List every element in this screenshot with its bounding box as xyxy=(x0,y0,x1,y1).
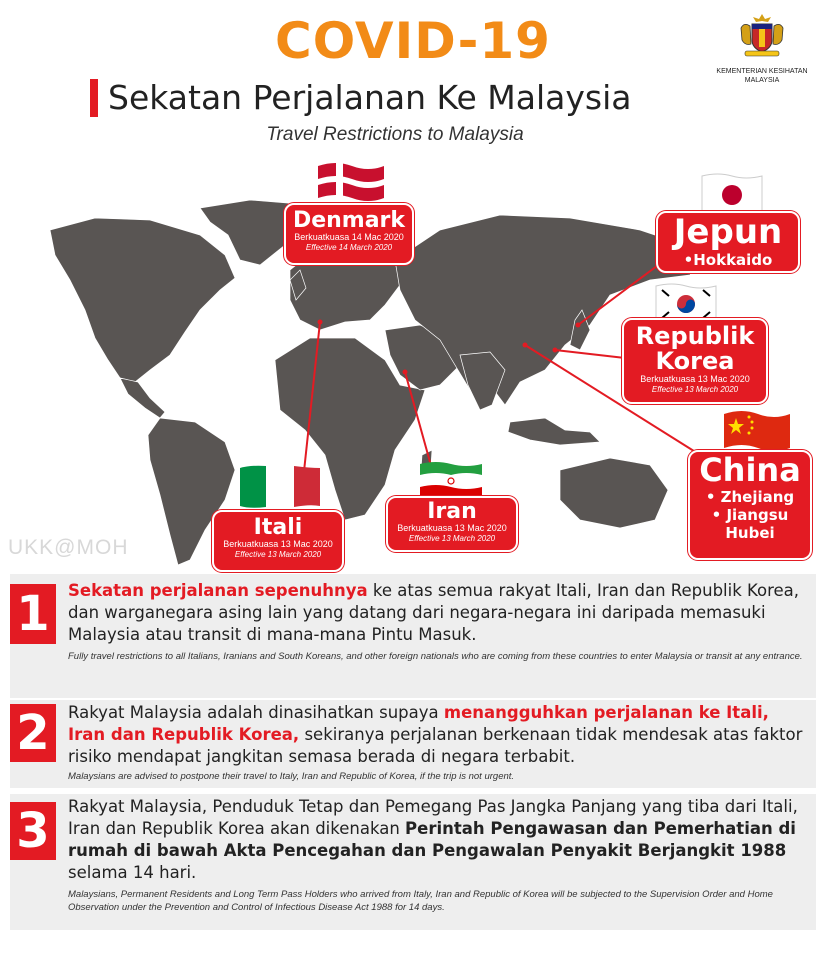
point-2-en: Malaysians are advised to postpone their travel to Italy, Iran and Republic of Korea, if the trip is not urgent. xyxy=(68,771,515,782)
ministry-name-line1: KEMENTERIAN KESIHATAN xyxy=(716,68,808,75)
china-flag-icon xyxy=(722,408,792,454)
subtitle-accent-bar xyxy=(90,79,98,117)
country-box-itali xyxy=(212,510,344,572)
australia xyxy=(560,458,668,528)
region-zhejiang: • Zhejiang xyxy=(705,487,795,506)
point-3-highlight: Perintah Pengawasan dan Pemerhatian di rumah di bawah Akta Pencegahan dan Pengawalan Penyakit Berjangkit 1988 xyxy=(68,819,796,860)
country-box-korea xyxy=(622,318,768,404)
point-2-body: sekiranya perjalanan berkenaan tidak mendesak atas faktor risiko mendapat jangkitan semasa berada di negara terbabit. xyxy=(68,725,803,766)
restriction-panel-2 xyxy=(10,700,816,788)
page-subtitle: Sekatan Perjalanan Ke Malaysia xyxy=(108,78,632,117)
country-box-iran xyxy=(386,496,518,552)
region-hokkaido: •Hokkaido xyxy=(683,250,773,269)
subtitle-block xyxy=(90,78,631,117)
country-name-iran: Iran xyxy=(427,499,477,524)
point-3-en: Malaysians, Permanent Residents and Long Term Pass Holders who arrived from Italy, Iran and Republic of Korea will be subjected to the Supervision Order and Home Observation under the Prevention and Control of Infectious Disease Act 1988 for 14 days. xyxy=(68,889,773,913)
denmark-flag-icon xyxy=(316,160,386,204)
region-hubei: Hubei xyxy=(725,523,775,542)
country-name-jepun: Jepun xyxy=(673,212,783,252)
ministry-logo xyxy=(706,12,818,85)
point-text-3 xyxy=(68,796,808,914)
point-number-1: 1 xyxy=(10,584,56,644)
connector-korea xyxy=(555,350,625,358)
restriction-panel-1 xyxy=(10,574,816,698)
point-2-ms xyxy=(68,702,808,768)
country-name-itali: Itali xyxy=(253,515,303,540)
country-name-china: China xyxy=(699,451,801,489)
country-box-china xyxy=(688,450,812,560)
effective-date-en-iran: Effective 13 March 2020 xyxy=(408,534,496,544)
point-number-2: 2 xyxy=(10,704,56,762)
effective-date-ms-korea: Berkuatkuasa 13 Mac 2020 xyxy=(640,374,750,385)
north-america xyxy=(50,218,235,382)
country-box-denmark xyxy=(284,203,414,265)
point-text-1 xyxy=(68,580,808,663)
coat-of-arms-icon xyxy=(737,12,787,58)
page-title: COVID-19 xyxy=(275,12,551,70)
point-2-highlight: menangguhkan perjalanan ke Itali, Iran dan Republik Korea, xyxy=(68,703,769,744)
central-america xyxy=(120,378,165,418)
italy-flag-icon xyxy=(238,462,322,510)
point-1-en: Fully travel restrictions to all Italians, Iranians and South Koreans, and other foreign nationals who are coming from these countries to enter Malaysia or transit at any entrance. xyxy=(68,651,803,662)
point-3-ms xyxy=(68,796,808,884)
header xyxy=(0,0,826,160)
ministry-name-line2: MALAYSIA xyxy=(744,77,780,84)
watermark: UKK@MOH xyxy=(8,536,129,559)
country-name-denmark: Denmark xyxy=(292,208,406,233)
point-text-2 xyxy=(68,702,808,783)
indonesia xyxy=(508,418,600,445)
point-2-start: Rakyat Malaysia adalah dinasihatkan supaya xyxy=(68,703,444,722)
country-name-korea-line1: Republik xyxy=(635,322,755,350)
effective-date-ms-iran: Berkuatkuasa 13 Mac 2020 xyxy=(397,523,507,534)
country-name-korea-line2: Korea xyxy=(655,347,735,376)
point-3-body: selama 14 hari. xyxy=(68,863,197,882)
point-1-body: ke atas semua rakyat Itali, Iran dan Republik Korea, dan warganegara asing lain yang datang dari negara-negara ini daripada memasuki Malaysia atau transit di mana-mana Pintu Masuk. xyxy=(68,581,800,644)
effective-date-ms-denmark: Berkuatkuasa 14 Mac 2020 xyxy=(294,232,404,243)
effective-date-ms-itali: Berkuatkuasa 13 Mac 2020 xyxy=(223,539,333,550)
point-1-highlight: Sekatan perjalanan sepenuhnya xyxy=(68,581,368,600)
effective-date-en-korea: Effective 13 March 2020 xyxy=(651,385,739,395)
country-box-jepun xyxy=(656,211,800,273)
point-number-3: 3 xyxy=(10,802,56,860)
effective-date-en-denmark: Effective 14 March 2020 xyxy=(305,243,393,253)
region-jiangsu: • Jiangsu xyxy=(711,505,789,524)
point-1-ms xyxy=(68,580,808,646)
effective-date-en-itali: Effective 13 March 2020 xyxy=(234,550,322,560)
world-map-area xyxy=(0,160,826,570)
point-3-start: Rakyat Malaysia, Penduduk Tetap dan Pemegang Pas Jangka Panjang yang tiba dari Itali, Iran dan Republik Korea akan dikenakan xyxy=(68,797,798,838)
restriction-panel-3 xyxy=(10,794,816,930)
page-tagline: Travel Restrictions to Malaysia xyxy=(266,124,524,145)
